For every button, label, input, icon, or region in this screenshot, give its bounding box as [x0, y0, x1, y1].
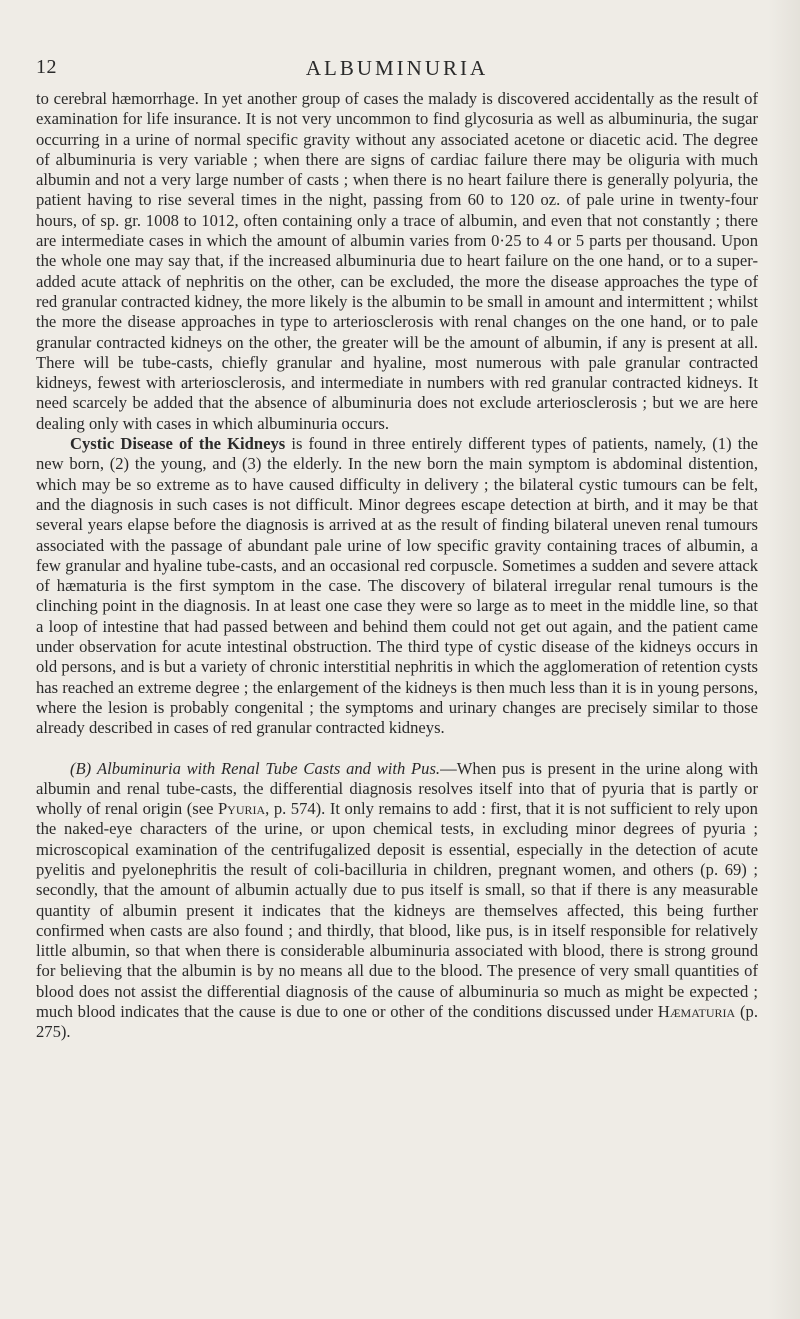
paragraph-text: —When pus is present in the urine along with albumin and renal tube-casts, the differential diagnosis resolves itself into that of pyuria that is partly or wholly of renal origin (see: [36, 758, 758, 819]
page-number: 12: [36, 56, 57, 78]
section-heading-albuminuria-with-pus: Albuminuria with Renal Tube Casts and with Pus.: [96, 758, 441, 778]
page-header: [36, 56, 758, 84]
body-text: [36, 89, 758, 1043]
running-title: ALBUMINURIA: [305, 56, 489, 80]
cross-reference-pyuria: Pyuria: [217, 799, 266, 819]
paragraph-albuminuria-with-pus: [36, 759, 758, 1043]
section-label: (B): [70, 758, 92, 778]
paragraph-cystic-disease: [36, 434, 758, 738]
paragraph-text: (p. 275).: [36, 1002, 758, 1042]
paragraph-text: is found in three entirely different types of patients, namely, (1) the new born, (2) the young, and (3) the elderly. In the new born the main symptom is abdominal distention, which may be so extreme as to have caused difficulty in delivery ; the bilateral cystic tumours can be felt, and the diagnosis in such cases is not difficult. Minor degrees escape detection at birth, and it may be that several years elapse before the diagnosis is arrived at as the result of finding bilateral uneven renal tumours associated with the passage of abundant pale urine of low specific gravity containing traces of albumin, a few granular and hyaline tube-casts, and an occasional red corpuscle. Sometimes a sudden and severe attack of hæmaturia is the first symptom in the case. The discovery of bilateral irregular renal tumours is the clinching point in the diagnosis. In at least one case they were so large as to meet in the middle line, so that a loop of intestine that had passed between and behind them could not get out again, and the patient came under observation for acute intestinal obstruction. The third type of cystic disease of the kidneys occurs in old persons, and is but a variety of chronic interstitial nephritis in which the agglomeration of retention cysts has reached an extreme degree ; the enlargement of the kidneys is then much less than it is in young persons, where the lesion is probably congenital ; the symptoms and urinary changes are precisely similar to those already described in cases of red granular contracted kidneys.: [36, 434, 758, 738]
section-heading-cystic-disease: Cystic Disease of the Kidneys: [70, 434, 286, 454]
paragraph-text: to cerebral hæmorrhage. In yet another group of cases the malady is discovered accidentally as the result of examination for life insurance. It is not very uncommon to find glycosuria as well as albuminuria, the sugar occurring in a urine of normal specific gravity without any associated acetone or diacetic acid. The degree of albuminuria is very variable ; when there are signs of cardiac failure there may be oliguria with much albumin and not a very large number of casts ; when there is no heart failure there is generally polyuria, the patient having to rise several times in the night, passing from 60 to 120 oz. of pale urine in twenty-four hours, of sp. gr. 1008 to 1012, often containing only a trace of albumin, and even that not constantly ; there are intermediate cases in which the amount of albumin varies from 0·25 to 4 or 5 parts per thousand. Upon the whole one may say that, if the increased albuminuria due to heart failure on the one hand, or to a super-added acute attack of nephritis on the other, can be excluded, the more the disease approaches the type of red granular contracted kidney, the more likely is the albumin to be small in amount and intermittent ; whilst the more the disease approaches in type to arteriosclerosis with renal changes on the one hand, or to pale granular contracted kidneys on the other, the greater will be the amount of albumin, if any is present at all. There will be tube-casts, chiefly granular and hyaline, most numerous with pale granular contracted kidneys, fewest with arteriosclerosis, and intermediate in numbers with red granular contracted kidneys. It need scarcely be added that the absence of albuminuria does not exclude arteriosclerosis ; but we are here dealing only with cases in which albuminuria occurs.: [36, 89, 758, 433]
cross-reference-haematuria: Hæmaturia: [657, 1002, 736, 1022]
paragraph-albuminuria-continuation: [36, 89, 758, 434]
paragraph-text: , p. 574). It only remains to add : first, that it is not sufficient to rely upon the naked-eye characters of the urine, or upon chemical tests, in excluding minor degrees of pyuria ; microscopical examination of the centrifugalized deposit is essential, especially in the detection of acute pyelitis and pyelonephritis the result of coli-bacilluria in children, pregnant women, and others (p. 69) ; secondly, that the amount of albumin actually due to pus itself is small, so that if there is any measurable quantity of albumin present it indicates that the kidneys are themselves affected, this being further confirmed when casts are also found ; and thirdly, that blood, like pus, is in itself responsible for relatively little albumin, so that when there is considerable albuminuria associated with blood, there is strong ground for believing that the albumin is by no means all due to the blood. The presence of very small quantities of blood does not assist the differential diagnosis of the cause of albuminuria so much as might be expected ; much blood indicates that the cause is due to one or other of the conditions discussed under: [36, 799, 758, 1022]
